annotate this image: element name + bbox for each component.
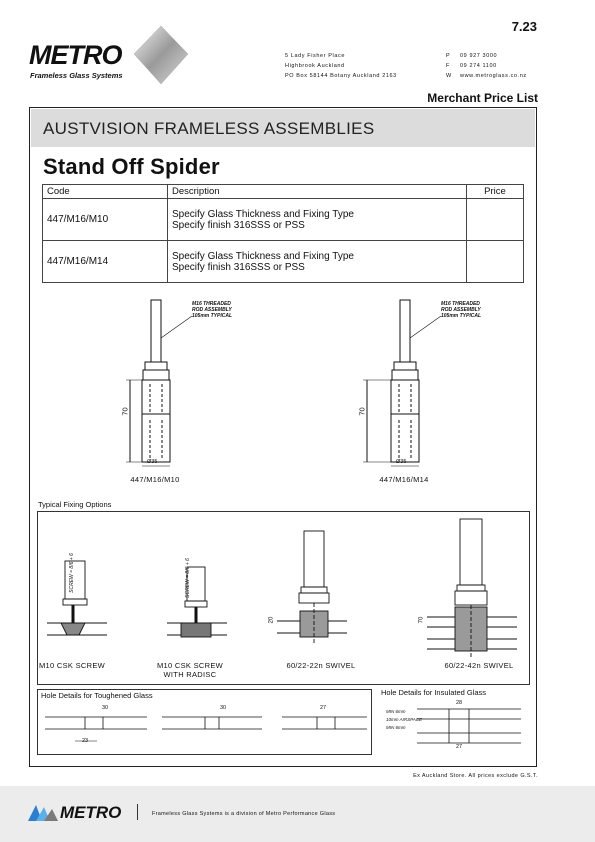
phone-line: P 09 927 3000	[446, 53, 498, 59]
footer-logo-icon	[28, 803, 58, 821]
fixing-option-label: 60/22-42n SWIVEL	[444, 661, 514, 670]
insulated-layer-labels: MIN 6mm 10mm AIRSPACE MIN 6mm	[386, 709, 423, 730]
insulated-hole-title: Hole Details for Insulated Glass	[381, 688, 487, 697]
swivel-dimension: 20	[268, 616, 275, 624]
rod-note: M16 THREADED ROD ASSEMBLY 105mm TYPICAL	[441, 301, 482, 319]
banner-title: AUSTVISION FRAMELESS ASSEMBLIES	[43, 119, 375, 138]
hole-dimension: 30	[102, 705, 109, 711]
price-list-label: Merchant Price List	[427, 91, 538, 105]
page-number: 7.23	[511, 19, 537, 34]
brand-tagline: Frameless Glass Systems	[30, 71, 123, 80]
drawing-caption: 447/M16/M10	[130, 475, 180, 484]
fax-line: F 09 274 1100	[446, 63, 497, 69]
hole-dimension: 27	[320, 705, 327, 711]
column-header-code: Code	[43, 185, 168, 199]
swivel-dimension: 70	[418, 616, 425, 624]
product-description: Specify Glass Thickness and Fixing Type Specify finish 316SSS or PSS	[168, 241, 467, 283]
product-code: 447/M16/M14	[43, 241, 168, 283]
website-link[interactable]: W www.metroglass.co.nz	[446, 73, 527, 79]
screw-dimension: SCREW = 8/6 + 6	[68, 553, 75, 593]
standoff-drawing-m10	[120, 298, 250, 473]
section-title: Stand Off Spider	[43, 154, 220, 179]
hole-dimension: 28	[456, 700, 463, 706]
price-table	[42, 184, 524, 283]
brand-logo: METRO	[29, 40, 122, 70]
footer-brand: METRO	[60, 803, 122, 822]
address-line: Highbrook Auckland	[285, 63, 345, 69]
fixing-option-label: M10 CSK SCREW	[39, 661, 105, 670]
footer-divider	[137, 804, 138, 820]
contact-details	[446, 51, 527, 81]
company-address	[285, 51, 397, 81]
hole-dimension: 23	[82, 738, 89, 744]
drawing-caption: 447/M16/M14	[379, 475, 429, 484]
table-row	[43, 199, 524, 241]
standoff-drawing-m14	[369, 298, 499, 473]
product-code: 447/M16/M10	[43, 199, 168, 241]
fixing-drawings	[37, 511, 530, 685]
product-price	[467, 241, 524, 283]
table-header-row	[43, 185, 524, 199]
toughened-hole-title: Hole Details for Toughened Glass	[41, 691, 153, 700]
footer-note: Ex Auckland Store. All prices exclude G.S.T.	[413, 773, 538, 779]
fixing-option-label: M10 CSK SCREW WITH RADISC	[157, 661, 223, 679]
diameter-dimension: Ø35	[396, 459, 407, 465]
hole-dimension: 30	[220, 705, 227, 711]
fixing-option-label: 60/22-22n SWIVEL	[286, 661, 356, 670]
address-line: 5 Lady Fisher Place	[285, 53, 346, 59]
rod-note: M16 THREADED ROD ASSEMBLY 105mm TYPICAL	[192, 301, 233, 319]
product-price	[467, 199, 524, 241]
column-header-price: Price	[467, 185, 524, 199]
column-header-description: Description	[168, 185, 467, 199]
product-description: Specify Glass Thickness and Fixing Type Specify finish 316SSS or PSS	[168, 199, 467, 241]
fixing-options-title: Typical Fixing Options	[38, 500, 112, 509]
footer-tagline: Frameless Glass Systems is a division of Metro Performance Glass	[152, 811, 336, 817]
hole-dimension: 27	[456, 744, 463, 750]
height-dimension: 70	[120, 407, 130, 416]
table-row	[43, 241, 524, 283]
address-line: PO Box 58144 Botany Auckland 2163	[285, 73, 397, 79]
height-dimension: 70	[357, 407, 367, 416]
diameter-dimension: Ø35	[147, 459, 158, 465]
screw-dimension: SCREW = 8/6 + 6	[184, 558, 191, 598]
logo-diamond-icon	[134, 26, 188, 86]
